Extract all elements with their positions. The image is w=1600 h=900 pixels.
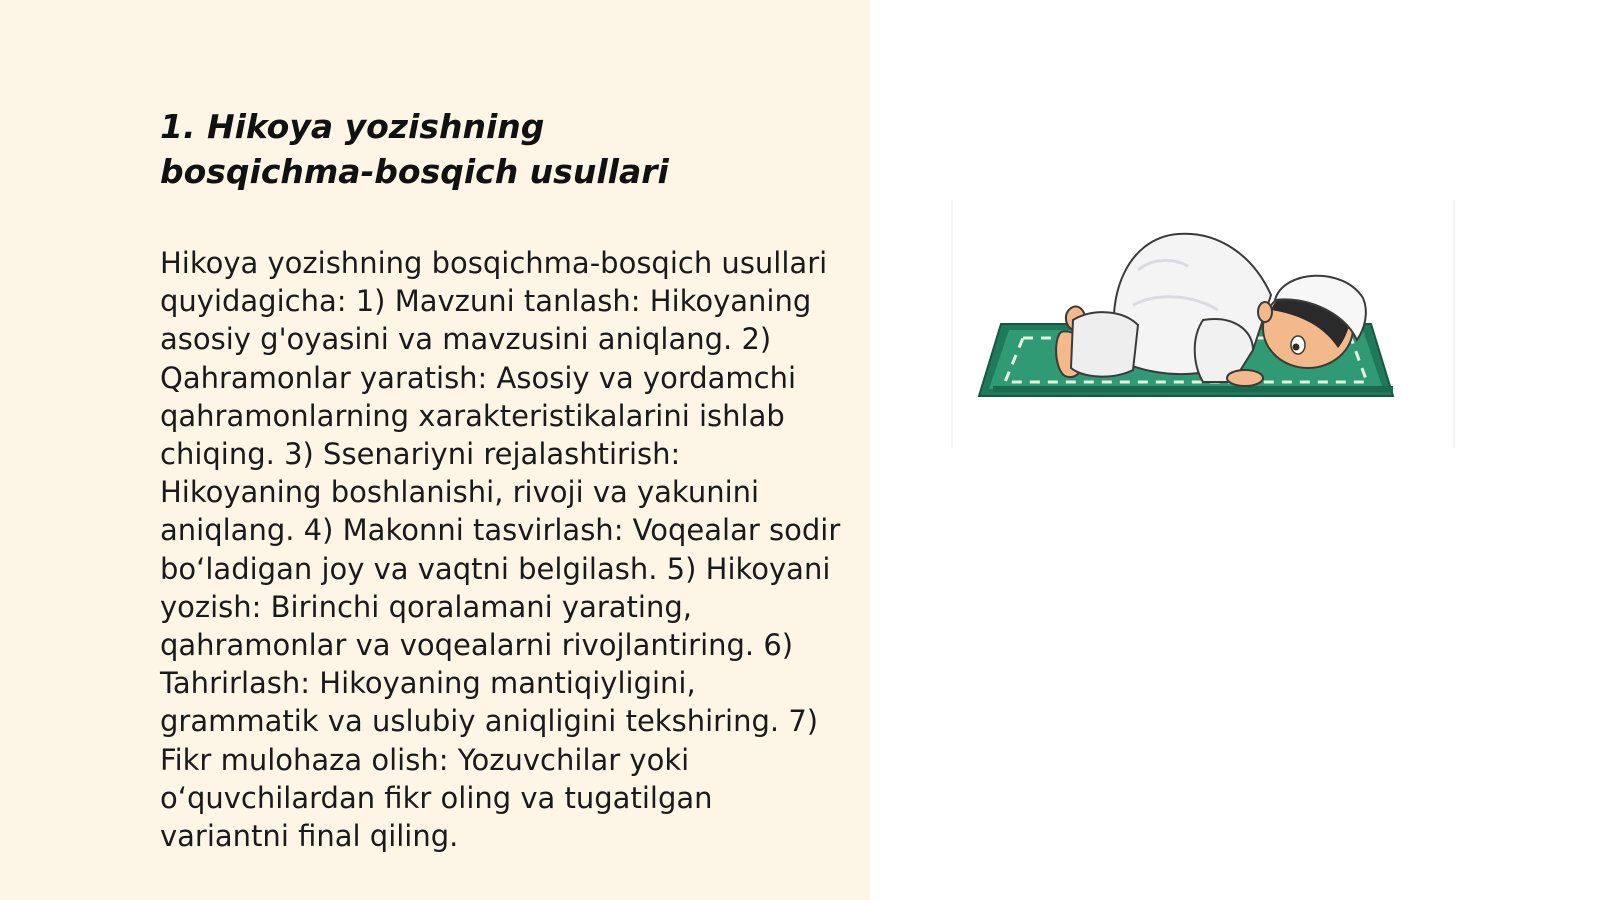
boy-figure-icon (1056, 234, 1366, 386)
slide-title: 1. Hikoya yozishning bosqichma-bosqich usullari (160, 107, 669, 191)
illustration-frame (951, 200, 1455, 448)
praying-boy-illustration (953, 200, 1453, 448)
slide-body-text: Hikoya yozishning bosqichma-bosqich usullari quyidagicha: 1) Mavzuni tanlash: Hikoyaning asosiy g'oyasini va mavzusini aniqlang. 2) Qahramonlar yaratish: Asosiy va yordamchi qahramonlarning xarakteristikalarini ishlab chiqing. 3) Ssenariyni rejalashtirish: Hikoyaning boshlanishi, rivoji va yakunini aniqlang. 4) Makonni tasvirlash: Voqealar sodir boʻladigan joy va vaqtni belgilash. 5) Hikoyani yozish: Birinchi qoralamani yarating, qahramonlar va voqealarni rivojlantiring. 6) Tahrirlash: Hikoyaning mantiqiyligini, grammatik va uslubiy aniqligini tekshiring. 7) Fikr mulohaza olish: Yozuvchilar yoki oʻquvchilardan fikr oling va tugatilgan variantni final qiling. (160, 246, 841, 854)
